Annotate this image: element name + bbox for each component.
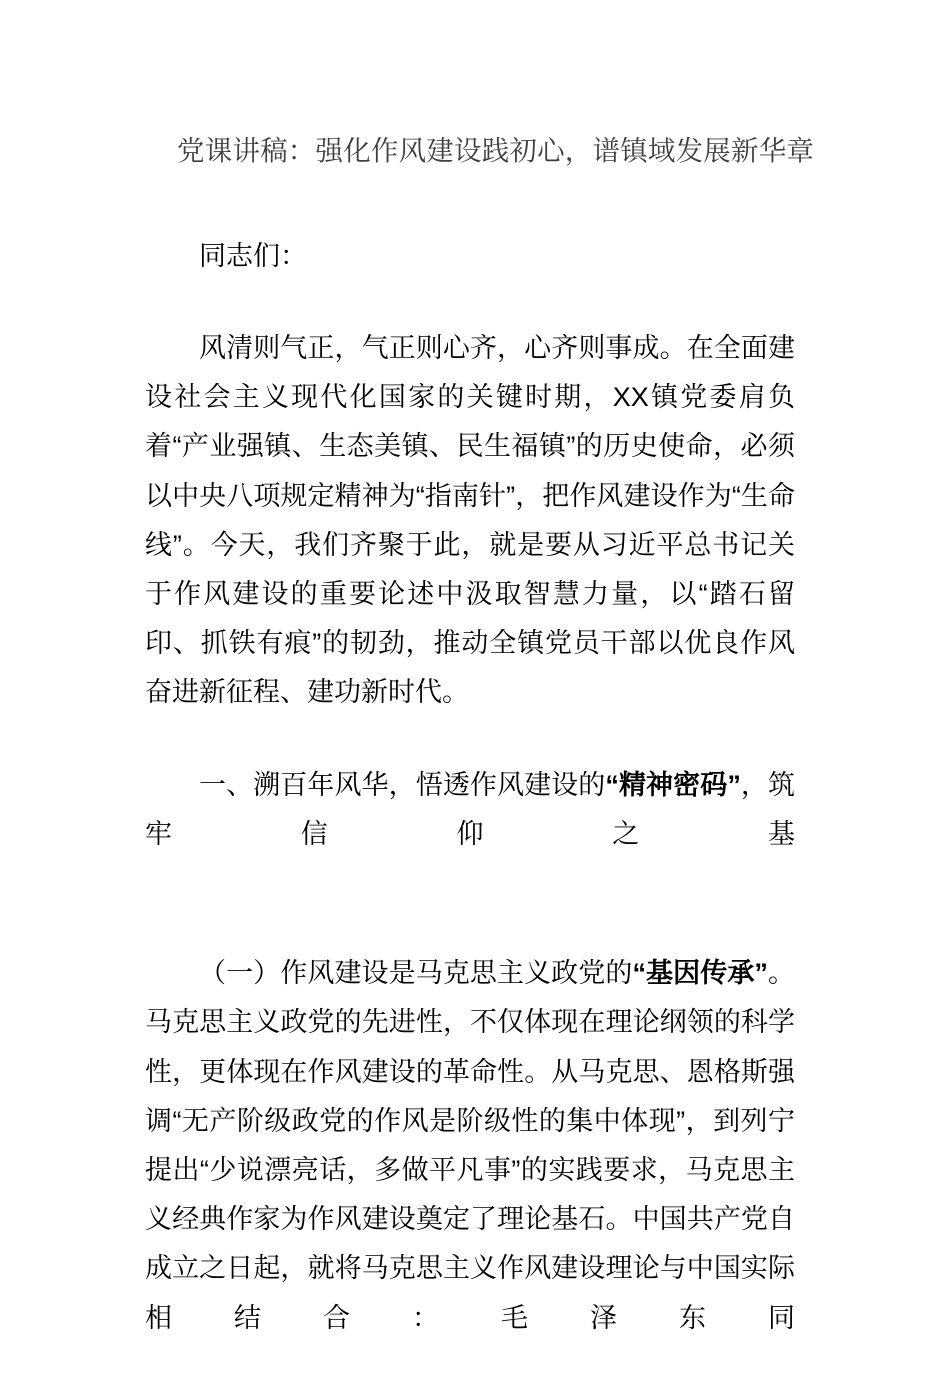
page-title: 党课讲稿：强化作风建设践初心，谱镇域发展新华章 (177, 135, 815, 166)
run-text: （一）作风建设是马克思主义政党的 (199, 958, 633, 989)
section-heading-1 (145, 718, 795, 909)
emphasis-text: “基因传承” (632, 958, 768, 989)
paragraph-intro: 风清则气正，气正则心齐，心齐则事成。在全面建设社会主义现代化国家的关键时期，XX镇党委肩负着“产业强镇、生态美镇、民生福镇”的历史使命，必须以中央八项规定精神为“指南针”，把作风建设作为“生命线”。今天，我们齐聚于此，就是要从习近平总书记关于作风建设的重要论述中汲取智慧力量，以“踏石留印、抓铁有痕”的韧劲，推动全镇党员干部以优良作风奋进新征程、建功新时代。 (145, 333, 795, 708)
document-body (145, 0, 815, 1392)
paragraph-subsection-1-1 (145, 908, 795, 1392)
run-text: 。马克思主义政党的先进性，不仅体现在理论纲领的科学性，更体现在作风建设的革命性。从马克思、恩格斯强调“无产阶级政党的作风是阶级性的集中体现”，到列宁提出“少说漂亮话，多做平凡事”的实践要求，马克思主义经典作家为作风建设奠定了理论基石。中国共产党自成立之日起，就将马克思主义作风建设理论与中国实际相结合：毛泽东同 (145, 958, 796, 1333)
emphasis-text: “精神密码” (605, 769, 741, 800)
salutation: 同志们： (199, 241, 307, 271)
run-text: 一、溯百年风华，悟透作风建设的 (199, 769, 606, 800)
run-text: ，筑牢信仰之基 (145, 769, 796, 849)
